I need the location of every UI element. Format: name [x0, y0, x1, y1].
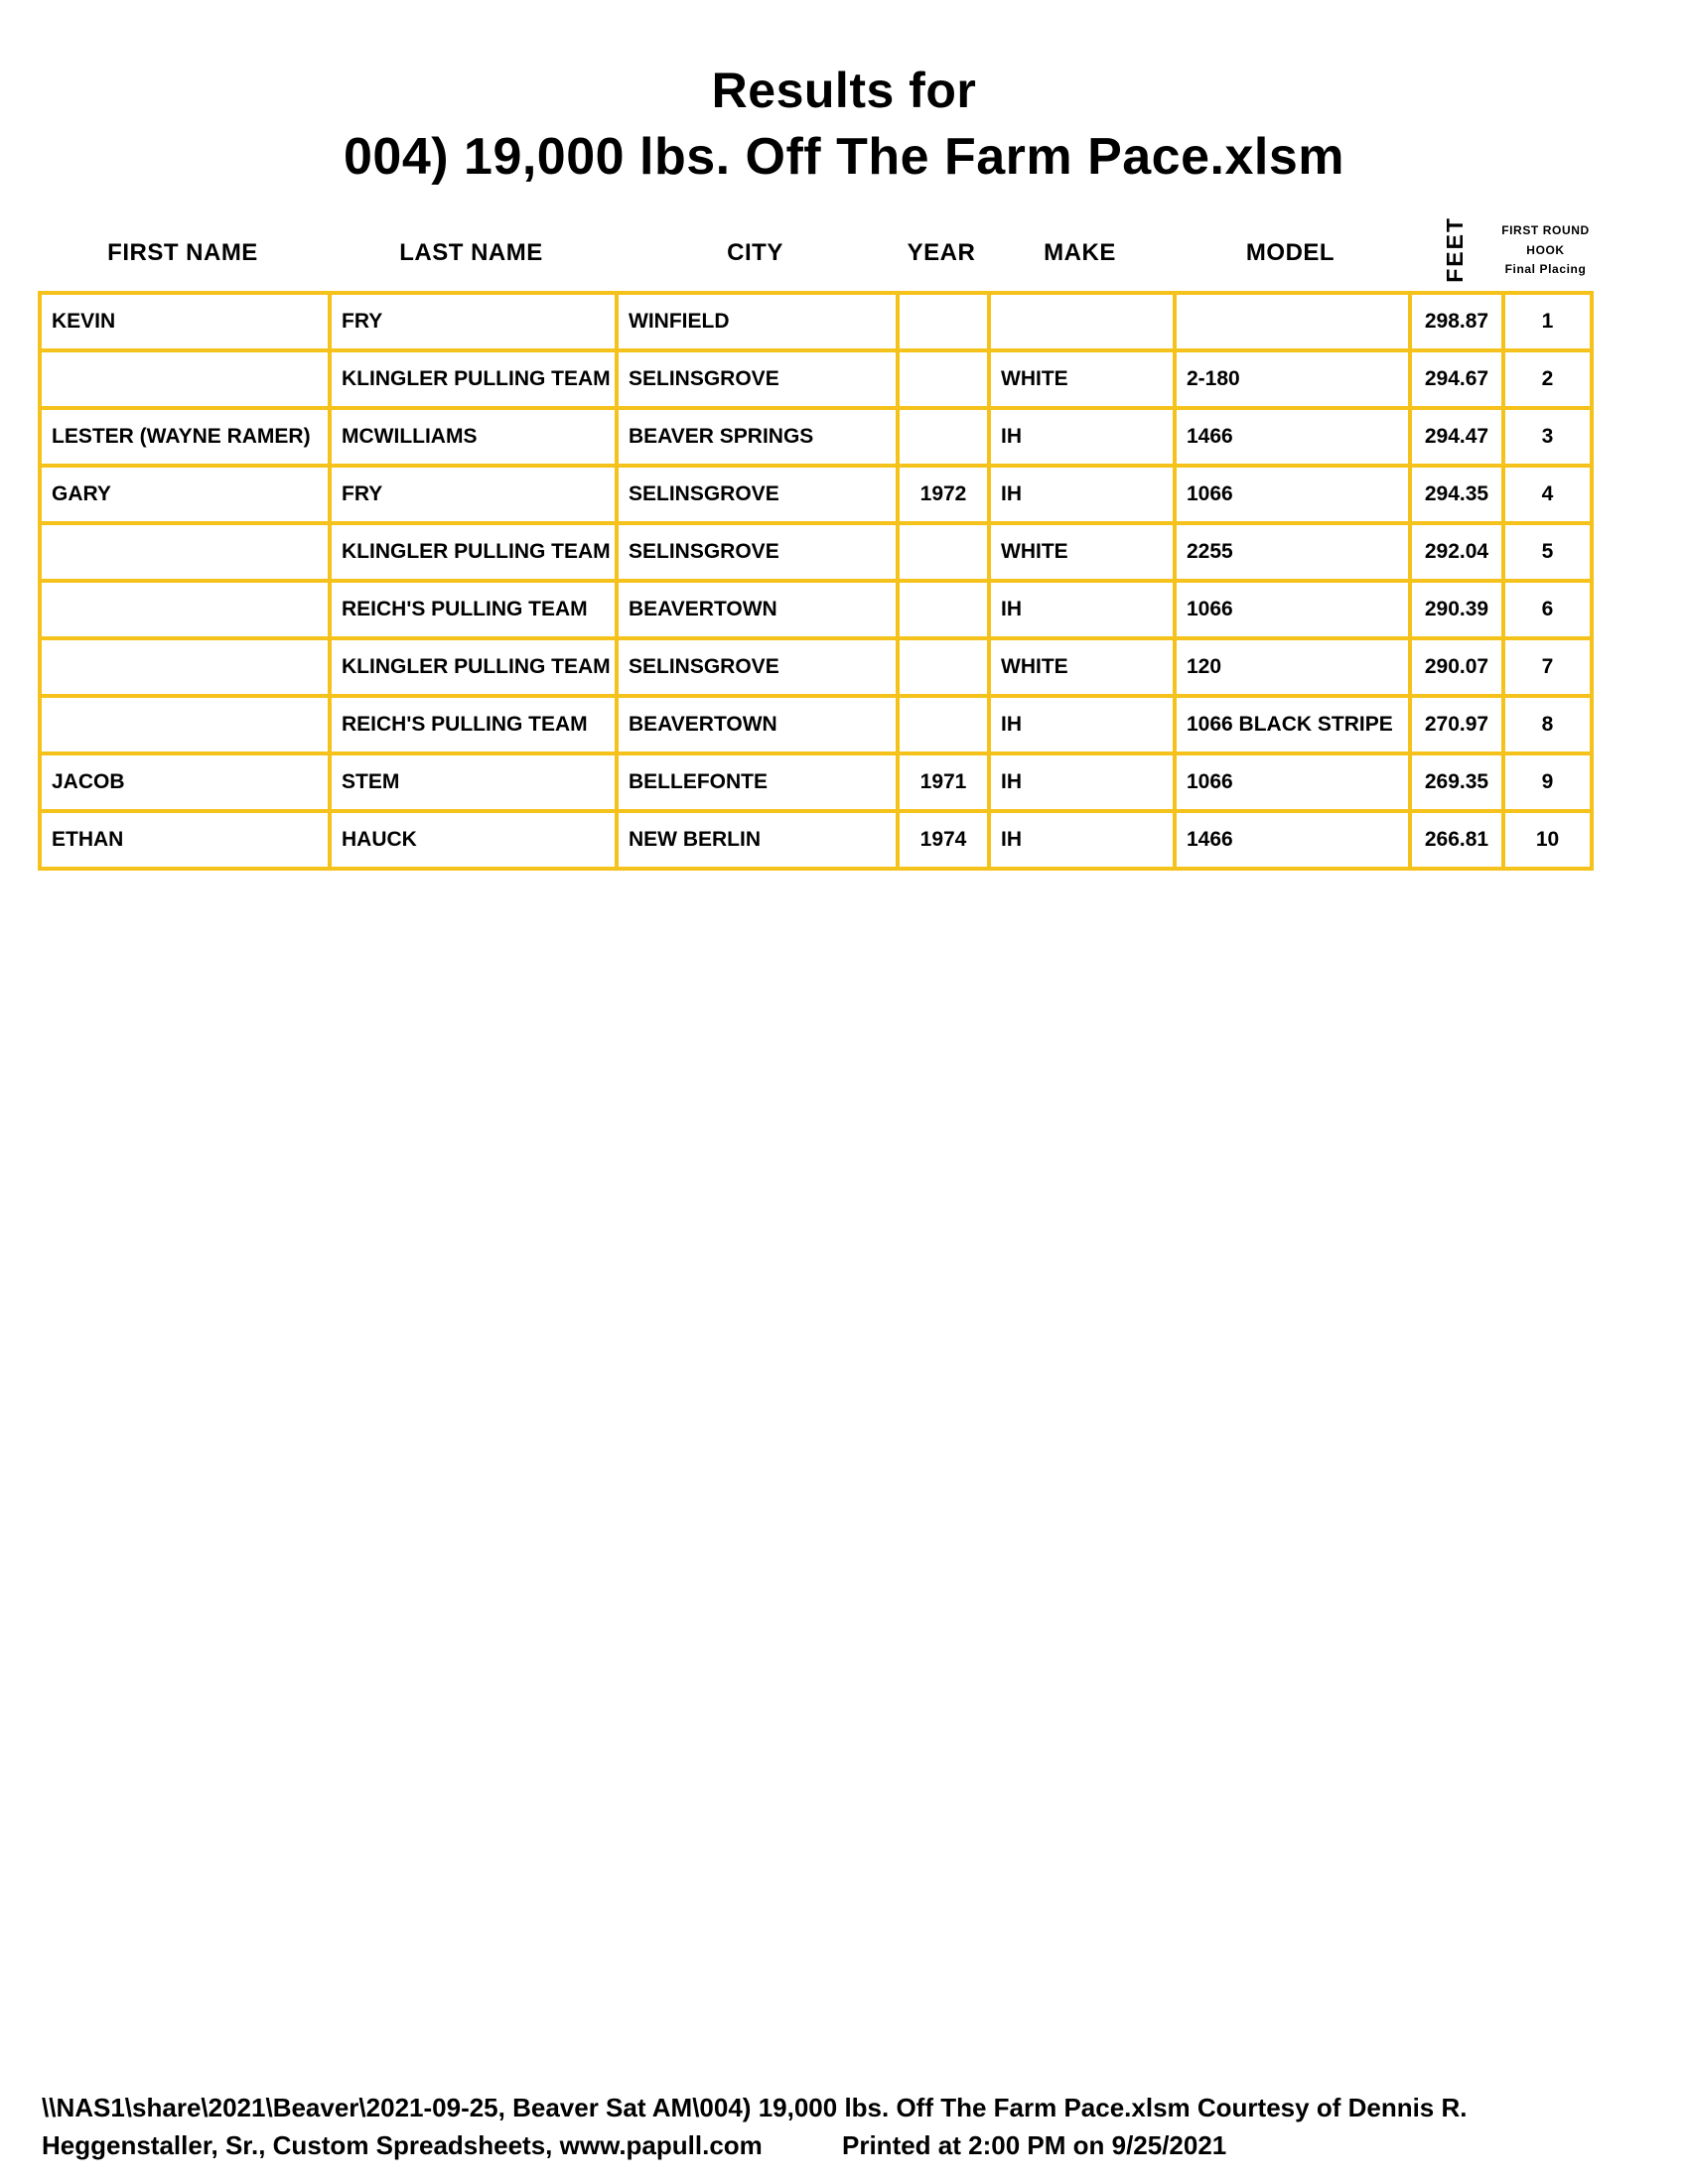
cell-make: WHITE	[989, 350, 1175, 408]
column-header-make: MAKE	[1044, 239, 1116, 266]
table-row	[40, 581, 1592, 638]
cell-city: BELLEFONTE	[617, 753, 898, 811]
cell-model: 1066	[1175, 753, 1410, 811]
hook-header-line2: HOOK	[1526, 242, 1565, 257]
cell-first-name: JACOB	[40, 753, 330, 811]
column-header-first-name: FIRST NAME	[107, 239, 258, 266]
cell-feet: 290.07	[1410, 638, 1503, 696]
cell-placing: 8	[1503, 696, 1592, 753]
cell-year	[898, 696, 989, 753]
cell-make: IH	[989, 466, 1175, 523]
cell-first-name: LESTER (WAYNE RAMER)	[40, 408, 330, 466]
table-row	[40, 696, 1592, 753]
cell-make: IH	[989, 753, 1175, 811]
cell-placing: 1	[1503, 293, 1592, 350]
cell-city: SELINSGROVE	[617, 638, 898, 696]
cell-year	[898, 638, 989, 696]
cell-city: BEAVERTOWN	[617, 581, 898, 638]
table-row	[40, 811, 1592, 869]
cell-city: NEW BERLIN	[617, 811, 898, 869]
cell-last-name: STEM	[330, 753, 617, 811]
column-header-final-placing	[1501, 221, 1590, 291]
hook-header-line3: Final Placing	[1504, 261, 1587, 276]
footer-credit-line	[42, 2130, 1467, 2160]
cell-first-name: KEVIN	[40, 293, 330, 350]
cell-last-name: KLINGLER PULLING TEAM	[330, 638, 617, 696]
cell-make: IH	[989, 581, 1175, 638]
cell-city: BEAVERTOWN	[617, 696, 898, 753]
cell-feet: 269.35	[1410, 753, 1503, 811]
cell-year	[898, 293, 989, 350]
cell-make: WHITE	[989, 523, 1175, 581]
cell-feet: 292.04	[1410, 523, 1503, 581]
cell-city: SELINSGROVE	[617, 350, 898, 408]
cell-feet: 294.47	[1410, 408, 1503, 466]
cell-placing: 2	[1503, 350, 1592, 408]
cell-feet: 290.39	[1410, 581, 1503, 638]
cell-city: SELINSGROVE	[617, 523, 898, 581]
cell-model: 1066 BLACK STRIPE	[1175, 696, 1410, 753]
cell-placing: 7	[1503, 638, 1592, 696]
results-table	[38, 291, 1594, 871]
table-row	[40, 466, 1592, 523]
cell-city: SELINSGROVE	[617, 466, 898, 523]
cell-first-name	[40, 581, 330, 638]
footer-credit-text: Heggenstaller, Sr., Custom Spreadsheets, www.papull.com	[42, 2130, 763, 2160]
cell-feet: 294.35	[1410, 466, 1503, 523]
cell-feet: 270.97	[1410, 696, 1503, 753]
cell-placing: 9	[1503, 753, 1592, 811]
cell-feet: 294.67	[1410, 350, 1503, 408]
cell-first-name: GARY	[40, 466, 330, 523]
footer-printed-timestamp: Printed at 2:00 PM on 9/25/2021	[842, 2130, 1227, 2160]
cell-make	[989, 293, 1175, 350]
cell-model	[1175, 293, 1410, 350]
cell-last-name: KLINGLER PULLING TEAM	[330, 350, 617, 408]
cell-year	[898, 350, 989, 408]
cell-first-name	[40, 350, 330, 408]
cell-year	[898, 581, 989, 638]
cell-year: 1972	[898, 466, 989, 523]
cell-city: BEAVER SPRINGS	[617, 408, 898, 466]
cell-make: IH	[989, 696, 1175, 753]
cell-first-name: ETHAN	[40, 811, 330, 869]
cell-first-name	[40, 696, 330, 753]
cell-model: 1066	[1175, 466, 1410, 523]
cell-model: 2255	[1175, 523, 1410, 581]
cell-year	[898, 523, 989, 581]
results-table-body	[40, 293, 1592, 869]
cell-model: 120	[1175, 638, 1410, 696]
cell-last-name: REICH'S PULLING TEAM	[330, 696, 617, 753]
table-row	[40, 523, 1592, 581]
cell-feet: 266.81	[1410, 811, 1503, 869]
cell-city: WINFIELD	[617, 293, 898, 350]
cell-placing: 3	[1503, 408, 1592, 466]
table-row	[40, 638, 1592, 696]
table-row	[40, 350, 1592, 408]
cell-model: 1466	[1175, 811, 1410, 869]
cell-last-name: MCWILLIAMS	[330, 408, 617, 466]
cell-first-name	[40, 638, 330, 696]
table-row	[40, 753, 1592, 811]
column-header-year: YEAR	[907, 239, 976, 266]
column-header-model: MODEL	[1245, 239, 1336, 266]
cell-model: 2-180	[1175, 350, 1410, 408]
column-header-city: CITY	[727, 239, 783, 266]
footer-file-path: \\NAS1\share\2021\Beaver\2021-09-25, Beaver Sat AM\004) 19,000 lbs. Off The Farm Pace.xlsm Courtesy of Dennis R.	[42, 2093, 1468, 2122]
cell-placing: 10	[1503, 811, 1592, 869]
results-table-area	[38, 206, 1590, 871]
column-header-feet	[1408, 206, 1501, 291]
cell-feet: 298.87	[1410, 293, 1503, 350]
page-footer	[42, 2093, 1467, 2160]
page-title-line1: Results for	[711, 63, 977, 118]
table-row	[40, 408, 1592, 466]
cell-last-name: HAUCK	[330, 811, 617, 869]
cell-model: 1066	[1175, 581, 1410, 638]
cell-last-name: FRY	[330, 293, 617, 350]
cell-make: WHITE	[989, 638, 1175, 696]
page-title-line2: 004) 19,000 lbs. Off The Farm Pace.xlsm	[344, 128, 1344, 186]
cell-model: 1466	[1175, 408, 1410, 466]
cell-first-name	[40, 523, 330, 581]
cell-year: 1971	[898, 753, 989, 811]
cell-year	[898, 408, 989, 466]
cell-make: IH	[989, 408, 1175, 466]
table-header-row	[38, 206, 1590, 291]
cell-placing: 6	[1503, 581, 1592, 638]
cell-placing: 4	[1503, 466, 1592, 523]
cell-year: 1974	[898, 811, 989, 869]
cell-placing: 5	[1503, 523, 1592, 581]
cell-make: IH	[989, 811, 1175, 869]
column-header-last-name: LAST NAME	[399, 239, 543, 266]
cell-last-name: REICH'S PULLING TEAM	[330, 581, 617, 638]
feet-vertical-label: FEET	[1441, 216, 1468, 283]
table-row	[40, 293, 1592, 350]
hook-header-line1: FIRST ROUND	[1501, 223, 1590, 238]
cell-last-name: FRY	[330, 466, 617, 523]
cell-last-name: KLINGLER PULLING TEAM	[330, 523, 617, 581]
